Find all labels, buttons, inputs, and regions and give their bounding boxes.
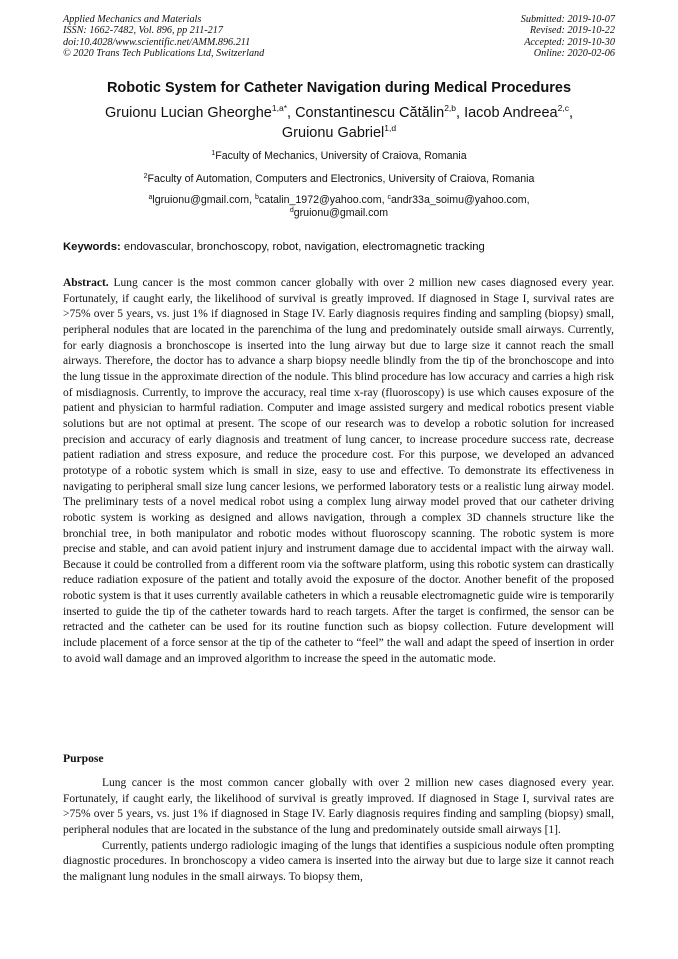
- author-affiliation-mark: 2,c: [557, 103, 569, 113]
- submission-dates: [521, 14, 615, 60]
- author-line: [40, 123, 638, 143]
- email-separator: ,: [381, 194, 388, 206]
- body-paragraph: Currently, patients undergo radiologic imaging of the lungs that identifies a suspicious nodule often prompting diagnostic procedures. In bronchoscopy a video camera is inserted into the airway but due to large size it cannot reach the malignant lung nodules in the small airways. To biopsy them,: [63, 839, 614, 883]
- author-separator: ,: [287, 105, 296, 121]
- journal-info: [63, 14, 264, 60]
- affiliation-text: Faculty of Automation, Computers and Electronics, University of Craiova, Romania: [147, 173, 535, 185]
- email-mark: b: [255, 194, 259, 201]
- email-address: lgruionu@gmail.com: [152, 194, 250, 206]
- author-affiliation-mark: 1,a*: [271, 103, 287, 113]
- body-paragraph: Lung cancer is the most common cancer globally with over 2 million new cases diagnosed every year. Fortunately, if caught early, the likelihood of survival is greatly improved. If diagnosed in Stage I, survival rates are >75% over 5 years, vs. just 1% if diagnosed in Stage IV. Early diagnosis requires finding and sampling (biopsy) small, peripheral nodules that are located in the substance of the lung and predominately outside small airways [1].: [63, 777, 614, 836]
- doi: doi:10.4028/www.scientific.net/AMM.896.211: [63, 36, 251, 48]
- abstract-text: Lung cancer is the most common cancer globally with over 2 million new cases diagnosed every year. Fortunately, if caught early, the likelihood of survival is greatly improved. If diagnosed in Stage I, survival rates are >75% over 5 years, vs. just 1% if diagnosed in Stage IV. Early diagnosis requires finding and sampling (biopsy) small, peripheral nodules that are located in the parenchima of the lung and predominately outside small airways. Currently, for early diagnosis a bronchoscope is inserted into the lung airway but due to large size it cannot reach the small airways. Therefore, the doctor has to advance a sharp biopsy needle blindly from the tip of the bronchoscope and into the lung tissue in the approximate direction of the nodule. This blind procedure has low accuracy and carries a high risk of misdiagnosis. Currently, to improve the accuracy, real time x-ray (fluoroscopy) is use which causes exposure of the patient and physician to harmful radiation. Computer and image assisted surgery and medical robotics present viable solutions but are not optimal at present. The scope of our research was to develop a robotic solution for increased precision and accuracy of early diagnosis and treatment of lung cancer, to increase procedure success rate, decrease patient radiation and stress exposure, and reduce the procedure cost. For this purpose, we developed an advanced prototype of a robotic system which is small in size, easy to use and effective. To demonstrate its effectiveness in navigating to peripheral small size lung cancer lesions, we performed laboratory tests or a realistic lung airway model. The preliminary tests of a novel medical robot using a complex lung airway model proved that our catheter driving robotic system is working as designed and allows navigation, through a complex 3D channels structure like the bronchial tree, in both manipulator and robotic modes without fluoroscopy scanning. The robotic system is more precise and stable, and can avoid patient injury and instrument damage due to accidental impact with the airway wall. Because it could be controlled from a different room via the software platform, using this robotic system can drastically reduce radiation exposure of the patient and totally avoid the exposure of the doctor. Another benefit of the proposed robotic system is that it uses currently available catheters in which a reusable electromagnetic guide wire is temporarily inserted to guide the tip of the catheter towards hard to reach targets. After the target is confirmed, the sensor can be retracted and the catheter can be used for its routine function such as biopsy collection. Future development will include placement of a force sensor at the tip of the catheter to “feel” the wall and adapt the speed of insertion in order to avoid wall damage and an improved algorithm to increase the speed in the automatic mode.: [63, 277, 615, 665]
- paper-title: Robotic System for Catheter Navigation during Medical Procedures: [106, 80, 572, 96]
- affiliation-text: Faculty of Mechanics, University of Craiova, Romania: [215, 150, 467, 162]
- email-separator: ,: [526, 194, 530, 206]
- email-mark: d: [289, 207, 294, 214]
- email-separator: ,: [249, 194, 255, 206]
- email-address: catalin_1972@yahoo.com: [258, 194, 382, 206]
- issn-volume: ISSN: 1662-7482, Vol. 896, pp 211-217: [63, 25, 223, 37]
- email-line: [40, 207, 638, 220]
- keywords-text: endovascular, bronchoscopy, robot, navigation, electromagnetic tracking: [123, 241, 485, 253]
- email-line: [40, 194, 638, 207]
- author-affiliation-mark: 1,d: [384, 123, 397, 133]
- accepted-date: Accepted: 2019-10-30: [524, 36, 615, 48]
- author-emails: [40, 194, 638, 220]
- author-separator: ,: [456, 105, 465, 121]
- email-mark: c: [387, 194, 391, 201]
- author-name: Iacob Andreea: [464, 105, 558, 121]
- email-address: gruionu@gmail.com: [293, 207, 389, 219]
- abstract-label: Abstract.: [63, 277, 109, 289]
- email-mark: a: [148, 194, 153, 201]
- author-list: [40, 103, 638, 143]
- author-line: [40, 103, 638, 123]
- section-heading-purpose: Purpose: [63, 752, 104, 765]
- affiliation-mark: 2: [143, 173, 148, 180]
- journal-name: Applied Mechanics and Materials: [63, 14, 202, 25]
- author-affiliation-mark: 2,b: [444, 103, 457, 113]
- affiliation-1: [40, 150, 638, 162]
- submitted-date: Submitted: 2019-10-07: [520, 14, 615, 25]
- affiliation-2: [40, 173, 638, 185]
- keywords-label: Keywords:: [63, 241, 121, 253]
- author-name: Gruionu Lucian Gheorghe: [105, 105, 272, 121]
- author-separator: ,: [568, 105, 573, 121]
- copyright: © 2020 Trans Tech Publications Ltd, Switzerland: [63, 48, 265, 60]
- email-address: andr33a_soimu@yahoo.com: [390, 194, 527, 206]
- author-name: Gruionu Gabriel: [281, 125, 385, 141]
- keywords: [63, 241, 623, 253]
- abstract: [63, 276, 614, 667]
- online-date: Online: 2020-02-06: [533, 48, 615, 60]
- purpose-section-body: [63, 776, 614, 886]
- revised-date: Revised: 2019-10-22: [529, 25, 615, 37]
- affiliation-mark: 1: [211, 150, 216, 157]
- author-name: Constantinescu Cătălin: [295, 105, 445, 121]
